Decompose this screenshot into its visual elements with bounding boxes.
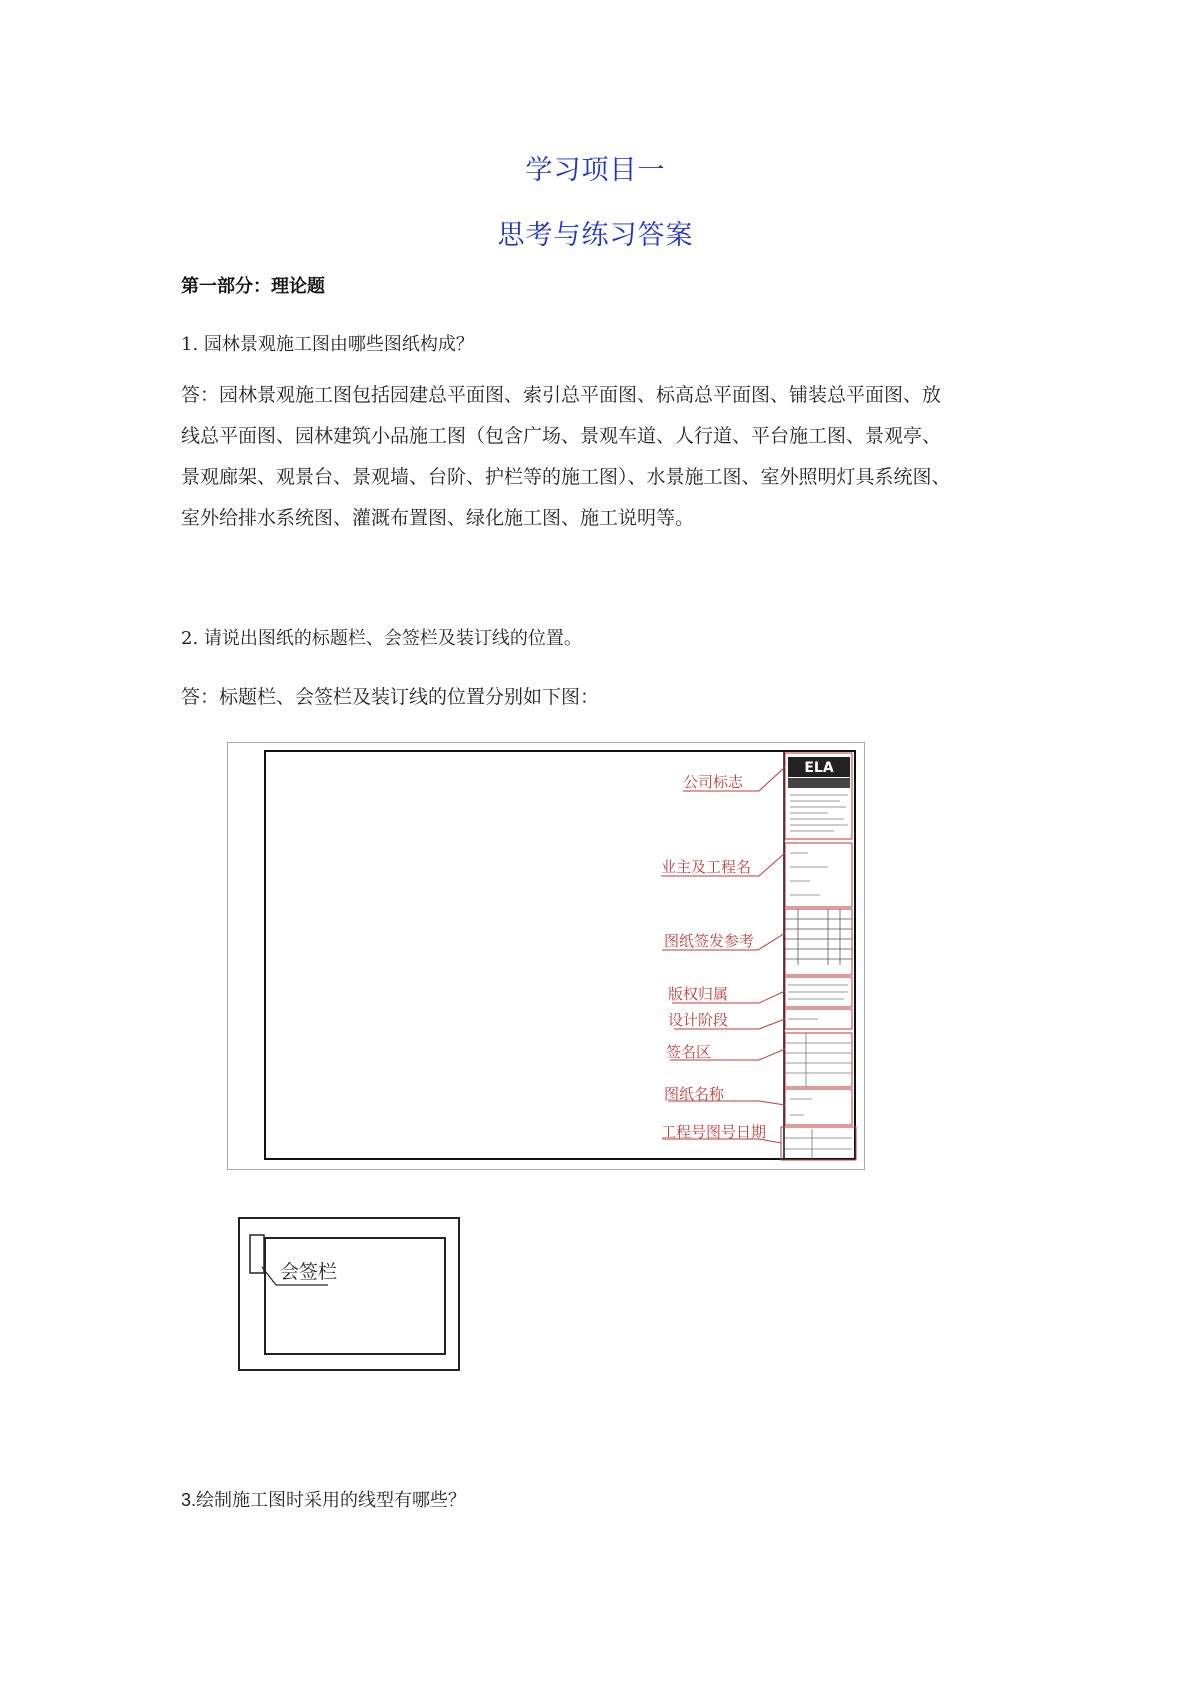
doc-title: 学习项目一 — [525, 155, 666, 186]
doc-subtitle: 思考与练习答案 — [497, 220, 694, 251]
answer-1-line: 线总平面图、园林建筑小品施工图（包含广场、景观车道、人行道、平台施工图、景观亭、 — [181, 425, 942, 447]
label-issue-reference: 图纸签发参考 — [664, 932, 755, 950]
question-1: 1. 园林景观施工图由哪些图纸构成？ — [181, 334, 474, 355]
question-3: 3.绘制施工图时采用的线型有哪些？ — [181, 1490, 467, 1510]
answer-1 — [181, 375, 1021, 539]
label-owner-project: 业主及工程名 — [661, 858, 752, 876]
label-signature-area: 签名区 — [666, 1043, 712, 1061]
label-company-logo: 公司标志 — [683, 773, 744, 791]
title-block-figure — [227, 742, 865, 1170]
signature-column-label: 会签栏 — [280, 1261, 338, 1283]
answer-1-line: 景观廊架、观景台、景观墙、台阶、护栏等的施工图）、水景施工图、室外照明灯具系统图、 — [181, 466, 951, 488]
label-drawing-name: 图纸名称 — [664, 1085, 725, 1103]
question-2: 2. 请说出图纸的标题栏、会签栏及装订线的位置。 — [181, 628, 582, 649]
answer-1-line: 室外给排水系统图、灌溉布置图、绿化施工图、施工说明等。 — [181, 507, 695, 529]
answer-1-line: 答：园林景观施工图包括园建总平面图、索引总平面图、标高总平面图、铺装总平面图、放 — [181, 384, 942, 406]
signature-column-mark — [238, 1217, 460, 1371]
signature-column-figure — [238, 1217, 460, 1371]
title-block-drawing — [228, 743, 864, 1169]
label-copyright: 版权归属 — [668, 985, 729, 1003]
label-job-no-date: 工程号图号日期 — [661, 1123, 767, 1141]
answer-2: 答：标题栏、会签栏及装订线的位置分别如下图： — [181, 686, 600, 708]
section-heading: 第一部分：理论题 — [181, 276, 325, 297]
label-design-stage: 设计阶段 — [668, 1011, 729, 1029]
logo-mark: ELA — [804, 760, 834, 776]
